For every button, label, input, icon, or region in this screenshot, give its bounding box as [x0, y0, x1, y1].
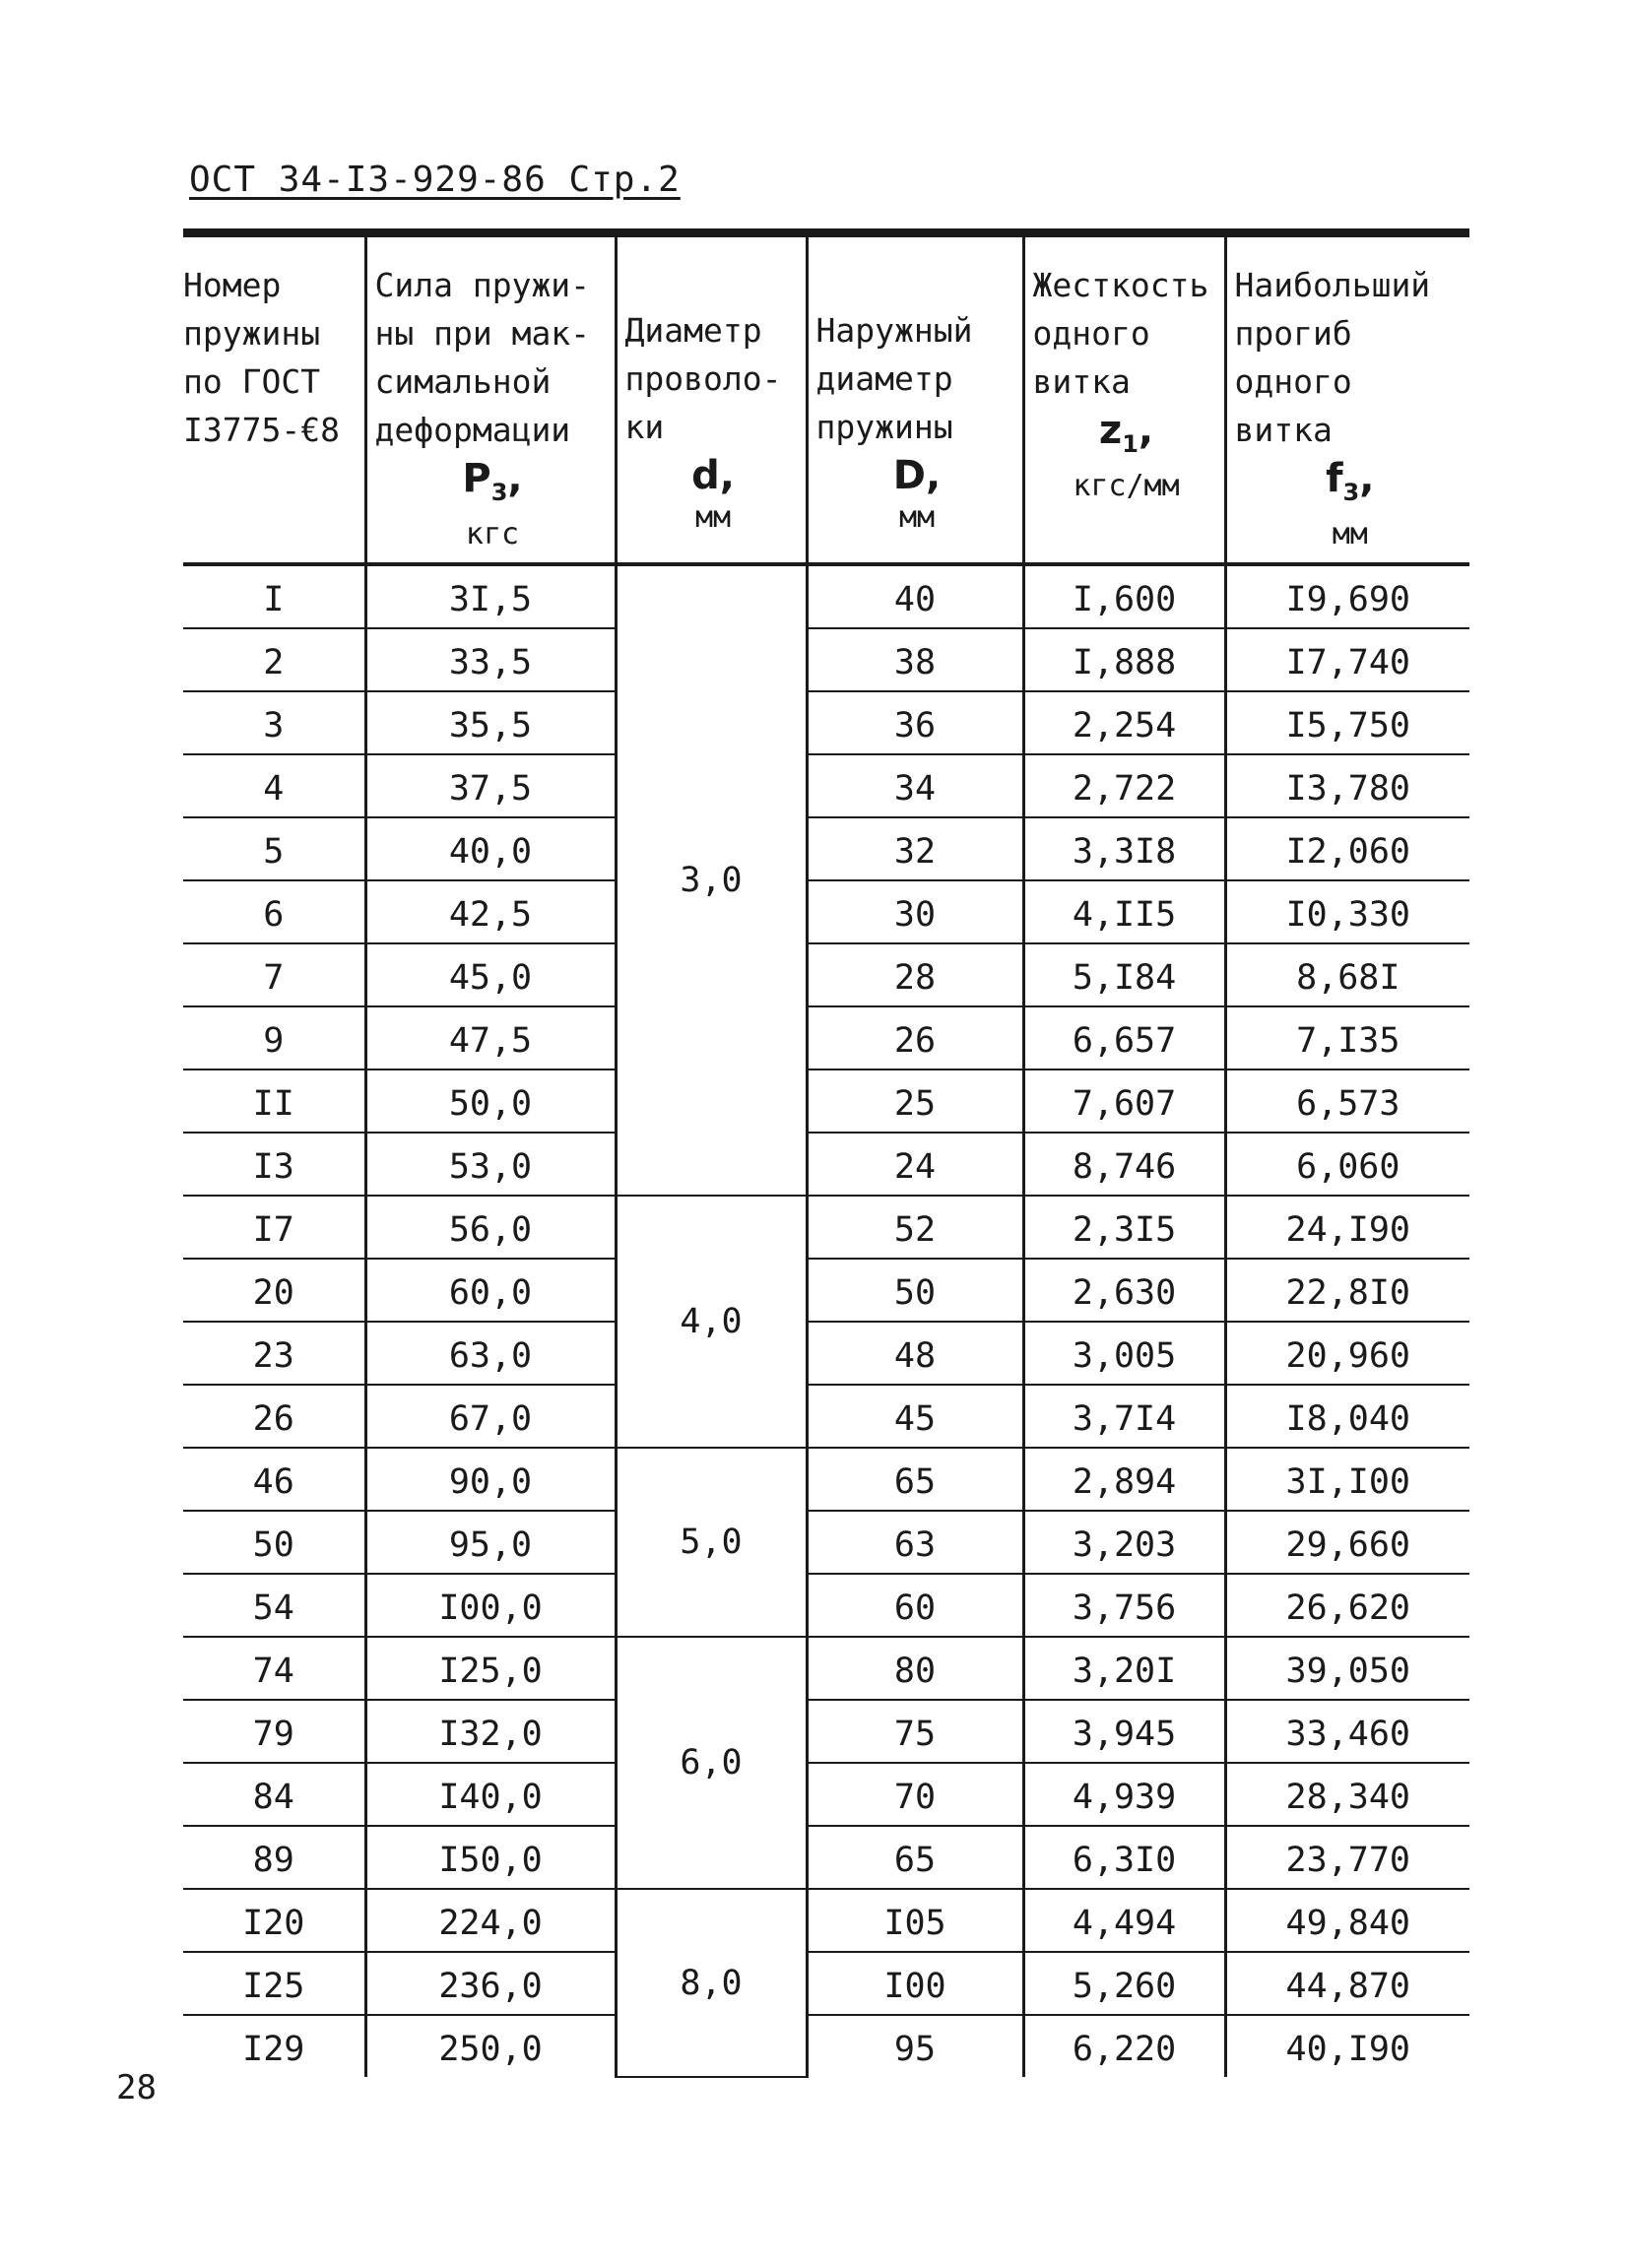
cell-spring-number: 2 — [183, 628, 365, 691]
cell-max-force: I32,0 — [365, 1700, 616, 1763]
cell-max-force: 42,5 — [365, 880, 616, 943]
cell-max-deflection: 23,770 — [1225, 1826, 1469, 1889]
header-symbol: d, — [691, 453, 735, 498]
cell-coil-stiffness: 3,3I8 — [1023, 817, 1225, 880]
document-header: ОСТ 34-I3-929-86 Стр.2 — [189, 160, 681, 200]
cell-max-deflection: 6,060 — [1225, 1133, 1469, 1196]
cell-outer-diameter: 50 — [807, 1259, 1023, 1322]
cell-spring-number: 89 — [183, 1826, 365, 1889]
cell-max-deflection: 28,340 — [1225, 1763, 1469, 1826]
cell-outer-diameter: 28 — [807, 943, 1023, 1006]
cell-max-force: 53,0 — [365, 1133, 616, 1196]
cell-coil-stiffness: 6,3I0 — [1023, 1826, 1225, 1889]
cell-coil-stiffness: I,600 — [1023, 564, 1225, 628]
cell-coil-stiffness: 2,894 — [1023, 1448, 1225, 1511]
cell-coil-stiffness: 3,756 — [1023, 1574, 1225, 1637]
cell-spring-number: I20 — [183, 1889, 365, 1952]
table-row — [183, 1952, 1469, 2015]
cell-max-deflection: I3,780 — [1225, 754, 1469, 817]
header-unit: кгс/мм — [1073, 469, 1180, 503]
cell-max-deflection: 26,620 — [1225, 1574, 1469, 1637]
cell-outer-diameter: 24 — [807, 1133, 1023, 1196]
cell-spring-number: I25 — [183, 1952, 365, 2015]
cell-spring-number: I29 — [242, 2030, 305, 2069]
cell-max-deflection: 44,870 — [1225, 1952, 1469, 2015]
table-row — [183, 1763, 1469, 1826]
cell-coil-stiffness: 2,254 — [1023, 691, 1225, 754]
header-outer-diameter — [807, 233, 1023, 565]
cell-coil-stiffness: 7,607 — [1023, 1069, 1225, 1133]
cell-max-force: 250,0 — [365, 2015, 616, 2077]
table-body — [183, 564, 1469, 2077]
table-row — [183, 2015, 1469, 2077]
cell-max-force: 224,0 — [365, 1889, 616, 1952]
cell-outer-diameter: 30 — [807, 880, 1023, 943]
cell-outer-diameter: 34 — [807, 754, 1023, 817]
cell-spring-number: 9 — [183, 1006, 365, 1069]
page-number: 28 — [116, 2068, 157, 2107]
cell-spring-number: 54 — [183, 1574, 365, 1637]
cell-max-deflection: 39,050 — [1225, 1637, 1469, 1700]
cell-max-force: 33,5 — [365, 628, 616, 691]
cell-spring-number: 6 — [183, 880, 365, 943]
cell-wire-diameter: 4,0 — [616, 1196, 807, 1448]
table-row — [183, 1826, 1469, 1889]
cell-coil-stiffness: 2,630 — [1023, 1259, 1225, 1322]
cell-wire-diameter: 6,0 — [616, 1637, 807, 1889]
table-row — [183, 1637, 1469, 1700]
cell-max-deflection: 8,68I — [1225, 943, 1469, 1006]
table-row — [183, 880, 1469, 943]
cell-max-deflection: I7,740 — [1225, 628, 1469, 691]
cell-max-deflection: 6,573 — [1225, 1069, 1469, 1133]
header-label: Номер пружины по ГОСТ I3775-€8 — [183, 266, 340, 449]
cell-spring-number: 4 — [183, 754, 365, 817]
cell-spring-number: I — [183, 564, 365, 628]
cell-spring-number: 20 — [183, 1259, 365, 1322]
cell-coil-stiffness: 6,657 — [1023, 1006, 1225, 1069]
cell-coil-stiffness: 2,722 — [1023, 754, 1225, 817]
cell-wire-diameter: 8,0 — [616, 1889, 807, 2077]
cell-spring-number: 46 — [183, 1448, 365, 1511]
cell-spring-number: 23 — [183, 1322, 365, 1385]
cell-spring-number: II — [183, 1069, 365, 1133]
cell-spring-number: 5 — [183, 817, 365, 880]
symbol-letter: d — [691, 453, 720, 498]
cell-coil-stiffness: 4,494 — [1023, 1889, 1225, 1952]
cell-coil-stiffness: 4,939 — [1023, 1763, 1225, 1826]
cell-coil-stiffness: 3,945 — [1023, 1700, 1225, 1763]
cell-outer-diameter: 63 — [807, 1511, 1023, 1574]
table-row — [183, 1700, 1469, 1763]
cell-max-deflection: I5,750 — [1225, 691, 1469, 754]
cell-max-deflection: 24,I90 — [1225, 1196, 1469, 1259]
cell-coil-stiffness: 3,005 — [1023, 1322, 1225, 1385]
symbol-letter: f — [1326, 456, 1343, 501]
table-row — [183, 754, 1469, 817]
cell-outer-diameter: 52 — [807, 1196, 1023, 1259]
cell-max-force: 45,0 — [365, 943, 616, 1006]
header-label: Жесткость одного витка — [1032, 266, 1209, 401]
header-unit: мм — [898, 500, 936, 535]
cell-max-deflection: 40,I90 — [1225, 2015, 1469, 2077]
cell-max-force: 90,0 — [365, 1448, 616, 1511]
cell-coil-stiffness: 3,20I — [1023, 1637, 1225, 1700]
symbol-letter: P — [462, 456, 491, 501]
header-unit: кгс — [465, 517, 520, 551]
table-row — [183, 1069, 1469, 1133]
cell-coil-stiffness: 8,746 — [1023, 1133, 1225, 1196]
table-row — [183, 691, 1469, 754]
table-row — [183, 1259, 1469, 1322]
cell-coil-stiffness: 5,260 — [1023, 1952, 1225, 2015]
cell-spring-number: 84 — [183, 1763, 365, 1826]
cell-max-force: 35,5 — [365, 691, 616, 754]
cell-coil-stiffness: I,888 — [1023, 628, 1225, 691]
cell-wire-diameter: 5,0 — [616, 1448, 807, 1637]
cell-max-deflection: 22,8I0 — [1225, 1259, 1469, 1322]
cell-max-deflection: I2,060 — [1225, 817, 1469, 880]
cell-outer-diameter: 65 — [807, 1448, 1023, 1511]
header-spring-number — [183, 233, 365, 565]
cell-max-force: 95,0 — [365, 1511, 616, 1574]
table-row — [183, 1385, 1469, 1448]
header-symbol: $z_1$, — [1098, 408, 1154, 458]
cell-outer-diameter: 32 — [807, 817, 1023, 880]
table-row — [183, 1133, 1469, 1196]
cell-coil-stiffness: 2,3I5 — [1023, 1196, 1225, 1259]
cell-max-force: 60,0 — [365, 1259, 616, 1322]
cell-max-deflection: 20,960 — [1225, 1322, 1469, 1385]
cell-max-force: 67,0 — [365, 1385, 616, 1448]
header-max-force — [365, 233, 616, 565]
cell-spring-number: I7 — [183, 1196, 365, 1259]
cell-outer-diameter: 70 — [807, 1763, 1023, 1826]
symbol-subscript: 1 — [1122, 430, 1139, 458]
header-symbol: D, — [892, 453, 942, 498]
header-max-deflection — [1225, 233, 1469, 565]
cell-max-deflection: I9,690 — [1225, 564, 1469, 628]
cell-max-deflection: 49,840 — [1225, 1889, 1469, 1952]
cell-max-force: 50,0 — [365, 1069, 616, 1133]
cell-outer-diameter: 26 — [807, 1006, 1023, 1069]
header-symbol: $f_3$, — [1326, 456, 1375, 506]
cell-spring-number: 79 — [183, 1700, 365, 1763]
table-row — [183, 943, 1469, 1006]
cell-max-deflection: 7,I35 — [1225, 1006, 1469, 1069]
table-row — [183, 564, 1469, 628]
table-row — [183, 1889, 1469, 1952]
cell-coil-stiffness: 4,II5 — [1023, 880, 1225, 943]
header-unit: мм — [694, 500, 732, 535]
cell-max-force: I50,0 — [365, 1826, 616, 1889]
symbol-subscript: 3 — [1342, 479, 1360, 506]
table-row — [183, 1322, 1469, 1385]
cell-spring-number: 7 — [183, 943, 365, 1006]
cell-max-force: I00,0 — [365, 1574, 616, 1637]
cell-max-force: 63,0 — [365, 1322, 616, 1385]
cell-outer-diameter: 36 — [807, 691, 1023, 754]
cell-outer-diameter: 80 — [807, 1637, 1023, 1700]
spring-spec-table — [183, 228, 1469, 2078]
cell-outer-diameter: 75 — [807, 1700, 1023, 1763]
cell-max-force: 47,5 — [365, 1006, 616, 1069]
cell-max-deflection: I0,330 — [1225, 880, 1469, 943]
cell-outer-diameter: I05 — [807, 1889, 1023, 1952]
cell-max-force: 236,0 — [365, 1952, 616, 2015]
cell-max-force: 56,0 — [365, 1196, 616, 1259]
header-wire-diameter — [616, 233, 807, 565]
table-row — [183, 1448, 1469, 1511]
header-symbol: $P_3$, — [462, 456, 523, 506]
cell-wire-diameter: 3,0 — [616, 564, 807, 1196]
table-header-row — [183, 233, 1469, 565]
cell-outer-diameter: 25 — [807, 1069, 1023, 1133]
cell-spring-number: I3 — [183, 1133, 365, 1196]
cell-spring-number: 50 — [183, 1511, 365, 1574]
table-row — [183, 1511, 1469, 1574]
cell-outer-diameter: 38 — [807, 628, 1023, 691]
symbol-subscript: 3 — [490, 479, 508, 506]
cell-spring-number: 3 — [183, 691, 365, 754]
cell-spring-number: 26 — [183, 1385, 365, 1448]
symbol-letter: z — [1098, 408, 1123, 453]
cell-max-force: 3I,5 — [365, 564, 616, 628]
header-label: Наибольший прогиб одного витка — [1234, 266, 1431, 449]
cell-spring-number: 74 — [183, 1637, 365, 1700]
cell-outer-diameter: 95 — [807, 2015, 1023, 2077]
cell-max-deflection: I8,040 — [1225, 1385, 1469, 1448]
table-row — [183, 1006, 1469, 1069]
header-label: Диаметр проволо- ки — [624, 311, 782, 446]
cell-max-deflection: 3I,I00 — [1225, 1448, 1469, 1511]
header-label: Наружный диаметр пружины — [815, 311, 973, 446]
cell-max-force: 40,0 — [365, 817, 616, 880]
cell-max-deflection: 29,660 — [1225, 1511, 1469, 1574]
cell-outer-diameter: 60 — [807, 1574, 1023, 1637]
table-row — [183, 817, 1469, 880]
header-coil-stiffness — [1023, 233, 1225, 565]
cell-outer-diameter: 45 — [807, 1385, 1023, 1448]
cell-coil-stiffness: 3,203 — [1023, 1511, 1225, 1574]
cell-coil-stiffness: 3,7I4 — [1023, 1385, 1225, 1448]
cell-max-force: I40,0 — [365, 1763, 616, 1826]
cell-coil-stiffness: 5,I84 — [1023, 943, 1225, 1006]
header-label: Сила пружи- ны при мак- симальной деформации — [374, 266, 591, 449]
cell-outer-diameter: I00 — [807, 1952, 1023, 2015]
table-row — [183, 1196, 1469, 1259]
cell-max-force: 37,5 — [365, 754, 616, 817]
cell-outer-diameter: 40 — [807, 564, 1023, 628]
cell-outer-diameter: 65 — [807, 1826, 1023, 1889]
symbol-letter: D — [892, 453, 926, 498]
cell-max-deflection: 33,460 — [1225, 1700, 1469, 1763]
header-unit: мм — [1332, 517, 1368, 551]
cell-max-force: I25,0 — [365, 1637, 616, 1700]
table-row — [183, 1574, 1469, 1637]
cell-outer-diameter: 48 — [807, 1322, 1023, 1385]
table-row — [183, 628, 1469, 691]
cell-coil-stiffness: 6,220 — [1023, 2015, 1225, 2077]
